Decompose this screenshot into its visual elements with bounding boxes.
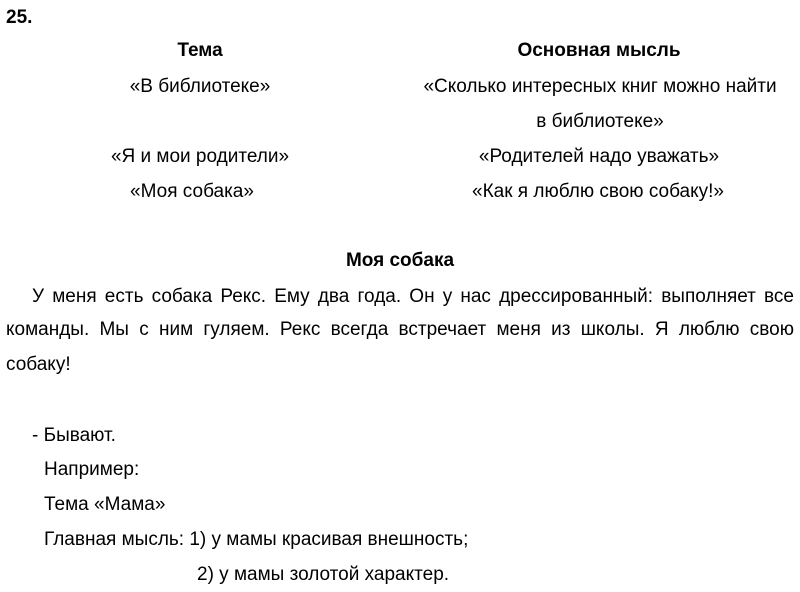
answer-line-2: Например: xyxy=(44,459,140,480)
answer-line-5: 2) у мамы золотой характер. xyxy=(197,564,450,585)
header-theme: Тема xyxy=(177,40,223,61)
story-line-2: команды. Мы с ним гуляем. Рекс всегда встречает меня из школы. Я люблю свою xyxy=(6,319,794,340)
story-title: Моя собака xyxy=(345,250,455,271)
answer-line-4: Главная мысль: 1) у мамы красивая внешность; xyxy=(44,529,469,550)
theme-row-1: «В библиотеке» xyxy=(129,76,271,97)
idea-row-3: «Как я люблю свою собаку!» xyxy=(472,181,724,202)
answer-line-3: Тема «Мама» xyxy=(44,494,166,515)
story-line-1: У меня есть собака Рекс. Ему два года. Он у нас дрессированный: выполняет все xyxy=(32,286,794,307)
idea-row-2: «Родителей надо уважать» xyxy=(478,146,720,167)
theme-row-2: «Я и мои родители» xyxy=(110,146,290,167)
idea-row-1-line-1: «Сколько интересных книг можно найти xyxy=(423,76,777,97)
story-line-3: собаку! xyxy=(6,354,71,375)
answer-line-1: - Бывают. xyxy=(32,425,116,446)
idea-row-1-line-2: в библиотеке» xyxy=(536,111,664,132)
exercise-number: 25. xyxy=(6,7,33,28)
theme-row-3: «Моя собака» xyxy=(130,181,254,202)
header-main-idea: Основная мысль xyxy=(517,40,681,61)
